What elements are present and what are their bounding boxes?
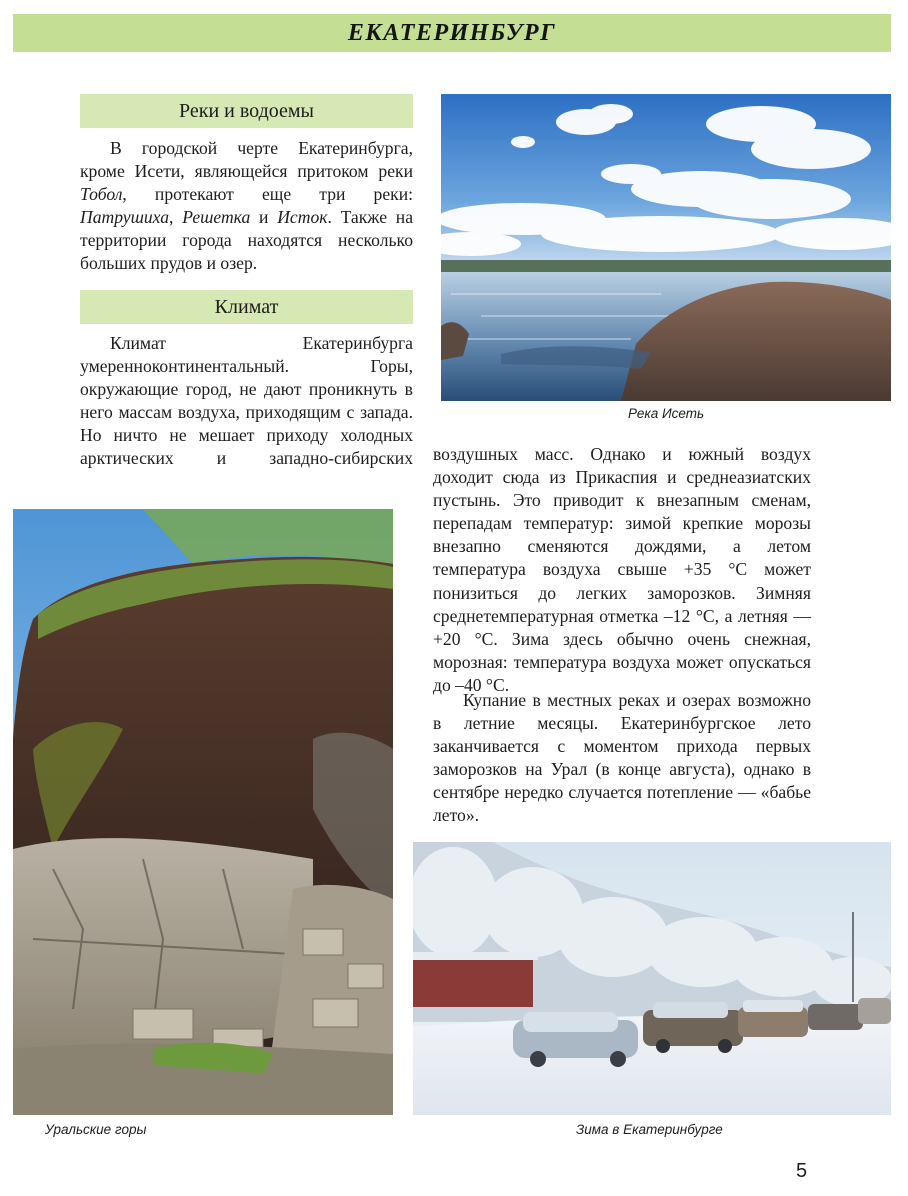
river-name-patrushikha: Патрушиха: [80, 207, 170, 228]
page-title: ЕКАТЕРИНБУРГ: [347, 19, 557, 46]
river-name-tobol: Тобол: [80, 184, 123, 205]
rivers-text-2: , протекают еще три реки:: [122, 184, 413, 205]
river-iset-photo: [441, 94, 891, 401]
river-iset-caption: Река Исеть: [628, 406, 705, 421]
climate-paragraph-1-part-2: воздушных масс. Однако и южный воздух доходит сюда из Прикаспия и среднеазиатских пустынь. Это приводит к внезапным сменам, перепадам температур: зимой крепкие морозы внезапно сменяются дождями, а летом температура воздуха свыше +35 °С может понизиться до легких заморозков. Зимняя среднетемпературная отметка –12 °С, а летняя — +20 °С. Зима здесь обычно очень снежная, морозная: температура воздуха может опускаться до –40 °С.: [433, 444, 811, 695]
winter-photo: [413, 842, 891, 1115]
climate-paragraph-2: Купание в местных реках и озерах возможно в летние месяцы. Екатеринбургское лето заканчивается с моментом прихода первых заморозков на Урал (в конце августа), однако в сентябре нередко случается потепление — «бабье лето».: [433, 690, 811, 826]
page-number: 5: [796, 1160, 808, 1182]
climate-heading: Климат: [80, 290, 413, 324]
winter-caption: Зима в Екатеринбурге: [576, 1122, 723, 1137]
climate-paragraph-1-part-1: Климат Екатеринбурга умеренноконтинентальный. Горы, окружающие город, не дают проникнуть в него массам воздуха, приходящим с запада. Но ничто не мешает приходу холодных арктических и западно-сибирских: [80, 333, 413, 469]
river-name-reshetka: Решетка: [182, 207, 251, 228]
rivers-text-5: . Также на территории города находятся несколько больших прудов и озер.: [80, 207, 413, 274]
rivers-text-4: и: [250, 207, 278, 228]
rivers-text-3: ,: [169, 207, 183, 228]
rivers-text-1: В городской черте Екатеринбурга, кроме Исети, являющейся притоком реки: [80, 138, 413, 182]
rivers-heading: Реки и водоемы: [80, 94, 413, 128]
title-banner: [13, 14, 891, 52]
ural-mountains-caption: Уральские горы: [45, 1122, 147, 1137]
ural-mountains-photo: [13, 509, 393, 1115]
river-name-istok: Исток: [277, 207, 328, 228]
rivers-paragraph: [80, 137, 413, 276]
